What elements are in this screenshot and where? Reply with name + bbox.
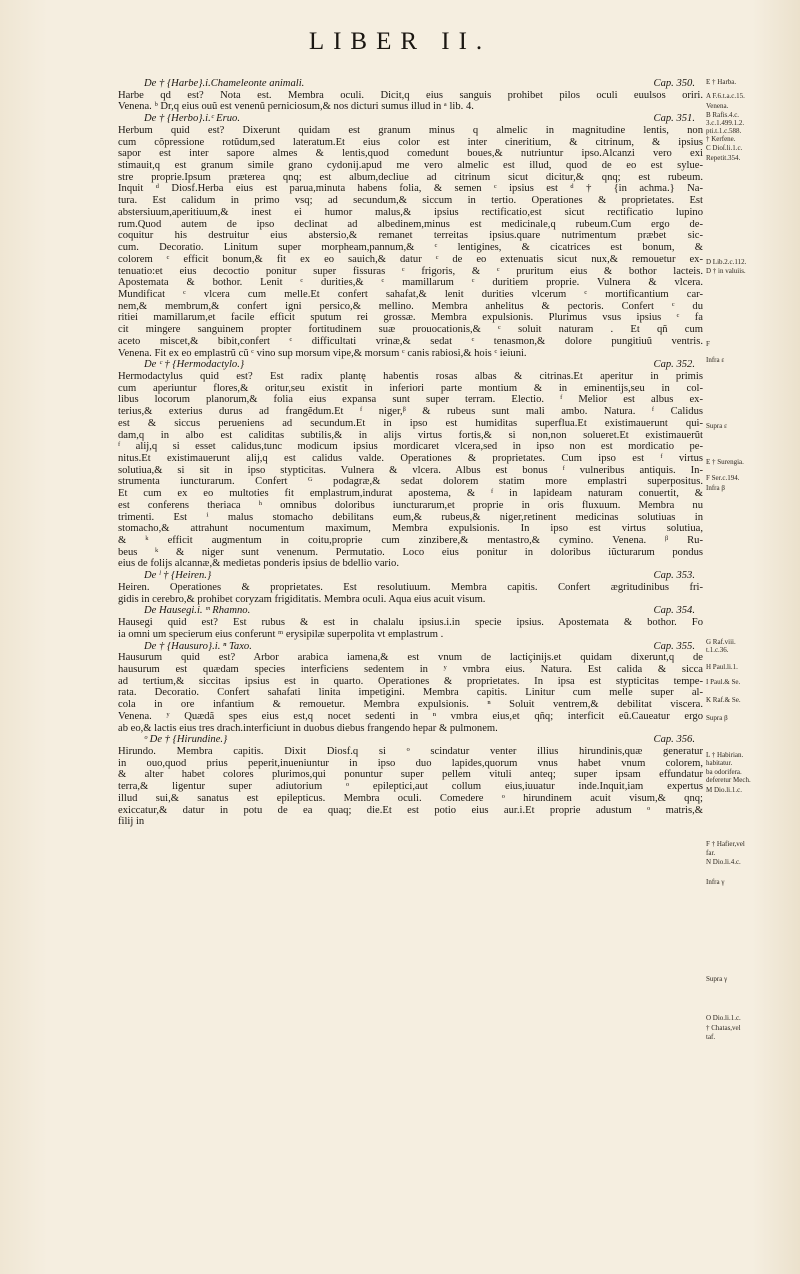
entry-title: ᵒ De † {Hirundine.}	[144, 734, 228, 746]
chapter-number: Cap. 353.	[653, 570, 695, 582]
text-line: & ᵏ efficit augmentum in coitu,proprie cum zinzibere,& mentastro,& cymino. Venena. ᵝ Ru-	[118, 535, 703, 547]
margin-note: † Kerfene.	[706, 135, 736, 143]
text-line: nitus.Et existimauerunt alij,q est calidus valde. Operationes & proprietates. Cum ipso est ᶠ virtus	[118, 453, 703, 464]
text-line: sapor est inter sapore almes & lentis,quod comedunt boues,& nutriuntur ipso.Alcanzi vero exi	[118, 148, 703, 160]
text-line: Hausurum quid est? Arbor arabica iamena,& est vnum de lactiçinijs.et quidam dixerunt,q de	[118, 652, 703, 664]
margin-note: Venena.	[706, 102, 729, 110]
text-line: stimauit,q est granum simile grano cydonij.apud me vero almelic est illud, quod de eo est sylue-	[118, 160, 703, 172]
text-line: hausurum est quædam species interficiens sedentem in ʸ vmbra eius. Natura. Est calida & sicca	[118, 663, 703, 675]
text-line: Inquit ᵈ Diosf.Herba eius est parua,minuta habens folia, & semen ᶜ ipsius est ᵈ † {in achma.} Na-	[118, 183, 703, 195]
text-line: cit mingere sanguinem propter fortitudinem suæ prouocationis,& ᶜ soluit naturam . Et qñ cum	[118, 324, 703, 336]
text-line: nem,& membrum,& confert igni persico,& mellino. Membra anhelitus & pectoris. Confert ᶜ du	[118, 300, 703, 312]
text-line: Venena. ʸ Quædã spes eius est,q nocet sedenti in ⁿ vmbra eius,et qñq; interficit eũ.Caueatur ergo	[118, 710, 703, 722]
margin-note: D † in valuiis.	[706, 267, 746, 275]
margin-note: Infra γ	[706, 878, 725, 886]
margin-note: Infra β	[706, 484, 725, 492]
text-line: cum aperiuntur flores,& oritur,seu existit in inferiori parte montium & in eminentijs,seu in col-	[118, 382, 703, 394]
text-line: strumenta iuncturarum. Confert ᴳ podagræ,& sedat dolorem statim more emplastri superpositus.	[118, 476, 703, 488]
chapter-number: Cap. 355.	[653, 640, 695, 652]
text-line: Harbe qd est? Nota est. Membra oculi. Dicit,q eius sanguis prohibet pilos oculi euulsos oriri.	[118, 89, 703, 101]
text-line: aceto miscet,& bibit,confert ᶜ difficultati vrinæ,& sedat ᶜ tenasmon,& dolore pungitiuũ ventris.	[118, 335, 703, 347]
text-line: & alter habet colores plurimos,qui ponuntur super pellem vituli anteq; super ipsam effundatur	[118, 769, 703, 781]
text-line: Apostemata & bothor. Lenit ᶜ durities,& ᶜ mamillarum ᶜ duritiem proprie. Vulnera & vlcera.	[118, 277, 703, 289]
text-line: est & siccus perueniens ad secundum.Et in ipso est humiditas superflua.Et existimauerunt qui-	[118, 417, 703, 429]
margin-note: F † Hafier,vel	[706, 840, 745, 848]
text-line: libus locorum planorum,& folia eius expansa sunt super terram. Electio. ᶠ Melior est albus ex-	[118, 394, 703, 406]
text-line: gidis in cerebro,& prohibet coryzam frigiditatis. Membra oculi. Aqua eius acuit visum.	[118, 593, 486, 605]
margin-note: habitatur.	[706, 759, 733, 767]
margin-note: pti.t.1.c.588.	[706, 127, 742, 135]
text-line: ᶠ alij,q si esset calidus,tunc modicum ipsius mordicaret vlcera,sed in ipso non est mordicatio pe-	[118, 441, 703, 453]
text-line: illud sui,& sanatus est epilepticus. Membra oculi. Comedere ᵒ hirundinem acuit visum,& qnq;	[118, 792, 703, 804]
text-line: solutiua,& si sit in ipso stypticitas. Vulnera & vlcera. Albus est bonus ᶠ vulneribus antiquis. In-	[118, 464, 703, 476]
text-line: cola in ore infantium & remouetur. Membra expulsionis. ⁿ Soluit ventrem,& debilitat viscera.	[118, 699, 703, 711]
margin-note: L † Habirian.	[706, 751, 744, 759]
entry-heading	[118, 641, 703, 653]
margin-note: 3.c.1.499.1.2.	[706, 119, 745, 127]
text-line: rata. Decoratio. Confert sahafati linita impetigini. Membra capitis. Linitur cum melle super al-	[118, 687, 703, 699]
margin-note: A F.6.t.a.c.15.	[706, 92, 745, 100]
text-line: filij in	[118, 816, 145, 828]
text-line: rum.Quod autem de ipso declinat ad albedinem,minus est medicinale,q rubeum.Cum ergo de-	[118, 218, 703, 230]
text-line: eius de folijs alcannæ,& medietas ponderis ipsius de bdellio vario.	[118, 558, 399, 570]
text-line: Heiren. Operationes & proprietates. Est resolutiuum. Membra capitis. Confert ægritudinibus fri-	[118, 581, 703, 593]
text-line: Et cum ex eo multoties fit emplastrum,indurat apostema, & ᶠ in lapideam naturam conuertit, &	[118, 488, 703, 500]
text-line: Hausegi quid est? Est rubus & est in chalalu ipsius.i.in specie ipsius. Apostemata & bothor. Fo	[118, 617, 703, 629]
chapter-number: Cap. 356.	[653, 734, 695, 746]
text-line: cum. Decoratio. Linitum super morpheam,pannum,& ᶜ lentigines, & cicatrices est bonum, &	[118, 242, 703, 254]
entry-title: De † {Harbe}.i.Chameleonte animali.	[144, 78, 305, 89]
margin-note: Supra γ	[706, 975, 728, 983]
text-line: ab eo,& lactis eius tres drach.interficiunt in duobus diebus frangendo hepar & pulmonem.	[118, 722, 498, 734]
margin-note: t.1.c.36.	[706, 646, 729, 654]
margin-note: E † Harba.	[706, 78, 737, 86]
entry-heading	[118, 78, 703, 90]
chapter-number: Cap. 351.	[653, 113, 695, 125]
entry	[118, 734, 703, 828]
text-line: Venena. Fit ex eo emplastrũ cũ ᶜ vino sup morsum vipe,& morsum ᶜ canis rabiosi,& hois ᶜ ieiuni.	[118, 347, 527, 359]
text-line: stre proprie.Ipsum præterea qnq; est album,decliue ad citrinum sicut dicitur,& qnq; est rubeum.	[118, 171, 703, 183]
text-line: dam,q in albo est caliditas subtilis,& in alijs virtus fortis,& si non,non solueret.Et existimauerũt	[118, 429, 703, 441]
margin-note: K Raf.& Se.	[706, 696, 741, 704]
text-line: trimenti. Est ⁱ malus stomacho debilitans eum,& rubeus,& niger,retinent medicinas solutiuas in	[118, 511, 703, 523]
entry-heading	[118, 113, 703, 125]
text-line: abstersiuum,aperitiuum,& inest ei humor malus,& ipsius rectificatio,est sicut rectificatio lupino	[118, 206, 703, 218]
entry-title: De ˡ † {Heiren.}	[144, 570, 212, 582]
text-line: terius,& exterius durus ad frangẽdum.Et ᶠ niger,ᵝ & rubeus sunt mali ambo. Natura. ᶠ Calidus	[118, 406, 703, 418]
text-line: coquitur his destruitur eius abstersio,& remanet terreitas ipsius.quare nutrimentum præbet sic-	[118, 230, 703, 242]
text-line: Hermodactylus quid est? Est radix plantę habentis rosas albas & citrinas.Et aperitur in primis	[118, 370, 703, 382]
chapter-number: Cap. 350.	[653, 78, 695, 89]
margin-note: deferetur Mech.	[706, 776, 751, 784]
entry-heading	[118, 359, 703, 371]
text-line: Venena. ᵇ Dr,q eius ouũ est venenũ perniciosum,& nos dicturi sumus illud in ᵃ lib. 4.	[118, 101, 474, 113]
text-line: ritiei mamillarum,et facile efficit sputum rei grossæ. Membra expulsionis. Plurimus vsus ipsius ᶜ fa	[118, 312, 703, 324]
text-line: tura. Est calidum in primo vsq; ad secundum,& siccum in tertio. Operationes & proprietates. Est	[118, 195, 703, 207]
text-line: beus ᵏ & niger sunt venenum. Permutatio. Loco eius ponitur in doloribus iũcturarum pondus	[118, 546, 703, 558]
margin-note: O Dio.li.1.c.	[706, 1014, 741, 1022]
margin-note: † Chatas,vel	[706, 1024, 741, 1032]
entry	[118, 113, 703, 359]
margin-note: taf.	[706, 1033, 716, 1041]
margin-note: G Raf.viii.	[706, 638, 736, 646]
text-line: exiccatur,& datur in potu de ea quaq; die.Et est potio eius aur.i.Et proprie adustum ᵒ matris,&	[118, 804, 703, 816]
margin-note: H Paul.li.1.	[706, 663, 738, 671]
entry-heading	[118, 570, 703, 582]
margin-note: Repetit.354.	[706, 154, 741, 162]
chapter-number: Cap. 352.	[653, 359, 695, 371]
entry	[118, 78, 703, 113]
text-line: ia omni um specierum eius conferunt ᵐ erysipilæ superpolita vt emplastrum .	[118, 628, 444, 640]
margin-note: N Dio.li.4.c.	[706, 858, 741, 866]
entry-heading	[118, 605, 703, 617]
margin-note: Supra ε	[706, 422, 728, 430]
margin-note: ba odorifera.	[706, 768, 742, 776]
text-line: ad tertium,& siccitas ipsius est in quarto. Operationes & proprietates. In ipsa est stypticitas tempe-	[118, 675, 703, 687]
text-line: cum cõpressione rotũdum,sed lateratum.Et eius color est inter cineritium, & citrinum, & ipsius	[118, 136, 703, 148]
entry-heading	[118, 734, 703, 746]
entry	[118, 641, 703, 735]
entry	[118, 605, 703, 640]
chapter-number: Cap. 354.	[653, 605, 695, 617]
margin-note: E † Surengia.	[706, 458, 744, 466]
margin-note: I Paul.& Se.	[706, 678, 741, 686]
entry-title: De † {Herbo}.i.ᶜ Eruo.	[144, 113, 240, 125]
text-line: in ouo,quod prius peperit,inueniuntur in ipso duo lapides,quorum vnus habet vnum colorem,	[118, 757, 703, 769]
margin-note: Infra ε	[706, 356, 725, 364]
margin-note: Supra β	[706, 714, 728, 722]
margin-note: M Dio.li.1.c.	[706, 786, 742, 794]
margin-note: F	[706, 340, 710, 348]
text-line: est conferens theriaca ʰ omnibus doloribus iuncturarum,et proprie in oris fluxuum. Membra nu	[118, 499, 703, 511]
entry	[118, 570, 703, 605]
margin-note: D Lib.2.c.112.	[706, 258, 747, 266]
margin-note: C Dioſ.li.1.c.	[706, 144, 743, 152]
text-line: colorem ᶜ efficit bonum,& fit ex eo sauich,& datur ᶜ de eo extenuatis sicut nux,& remouetur ex-	[118, 253, 703, 265]
text-line: Hirundo. Membra capitis. Dixit Diosf.q si ᵒ scindatur venter illius hirundinis,quæ generatur	[118, 745, 703, 757]
entry-title: De ᶜ † {Hermodactylo.}	[144, 359, 245, 371]
text-line: terra,& ligentur super adiutorium ᵒ epileptici,aut collum eius,iuuatur inde.Inquit,iam expertus	[118, 781, 703, 793]
margin-note: B Rafis.4.c.	[706, 111, 740, 119]
entry	[118, 359, 703, 570]
entry-title: De Hausegi.i. ᵐ Rhamno.	[144, 605, 251, 617]
main-text-column	[118, 78, 703, 828]
text-line: tenuatio:et eius decoctio ponitur super fissuras ᶜ frigoris, & ᶜ pruritum eius & bothor lacteis.	[118, 265, 703, 277]
text-line: Herbum quid est? Dixerunt quidam est granum minus q almelic in magnitudine lentis, non	[118, 124, 703, 136]
entry-title: De † {Hausuro}.i. ⁿ Taxo.	[144, 640, 252, 652]
text-line: Mundificat ᶜ vlcera cum melle.Et confert sahafat,& lenit durities vlcerum ᶜ mortificantium car-	[118, 288, 703, 300]
margin-note: F Ser.c.194.	[706, 474, 740, 482]
text-line: stomacho,& attrahunt nocumentum maximum, Membra expulsionis. In ipso est virtus solutiua,	[118, 523, 703, 535]
running-head: LIBER II.	[308, 28, 492, 55]
margin-note: far.	[706, 849, 716, 857]
